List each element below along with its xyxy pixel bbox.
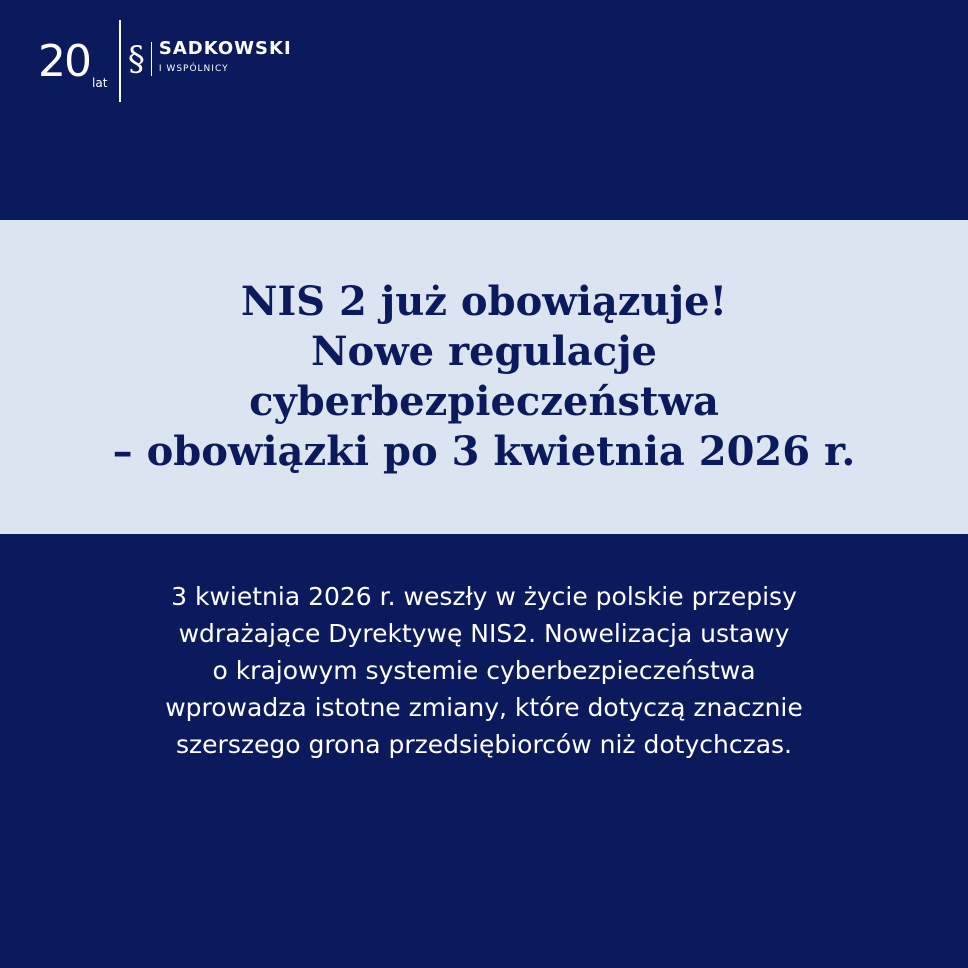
body-line: wprowadza istotne zmiany, które dotyczą znacznie xyxy=(165,693,803,722)
logo-divider xyxy=(119,20,121,102)
company-logo xyxy=(38,20,292,102)
headline-line: – obowiązki po 3 kwietnia 2026 r. xyxy=(112,428,856,475)
headline xyxy=(113,277,856,477)
headline-line: NIS 2 już obowiązuje! xyxy=(240,278,728,325)
headline-line: Nowe regulacje xyxy=(310,328,657,375)
logo-anniversary-suffix: lat xyxy=(92,76,108,90)
logo-text xyxy=(159,39,292,74)
headline-line: cyberbezpieczeństwa xyxy=(249,378,719,425)
body-line: o krajowym systemie cyberbezpieczeństwa xyxy=(212,656,756,685)
body-line: wdrażające Dyrektywę NIS2. Nowelizacja ustawy xyxy=(178,619,790,648)
logo-divider-small xyxy=(151,42,152,76)
logo-company-subtitle: I WSPÓLNICY xyxy=(158,63,229,74)
logo-anniversary-number: 20 xyxy=(38,36,90,87)
body-line: szerszego grona przedsiębiorców niż dotychczas. xyxy=(176,730,792,759)
section-sign-icon: § xyxy=(127,39,145,79)
body-paragraph xyxy=(40,578,928,763)
headline-band xyxy=(0,220,968,534)
body-line: 3 kwietnia 2026 r. weszły w życie polskie przepisy xyxy=(171,582,797,611)
logo-company-name: SADKOWSKI xyxy=(158,38,292,59)
